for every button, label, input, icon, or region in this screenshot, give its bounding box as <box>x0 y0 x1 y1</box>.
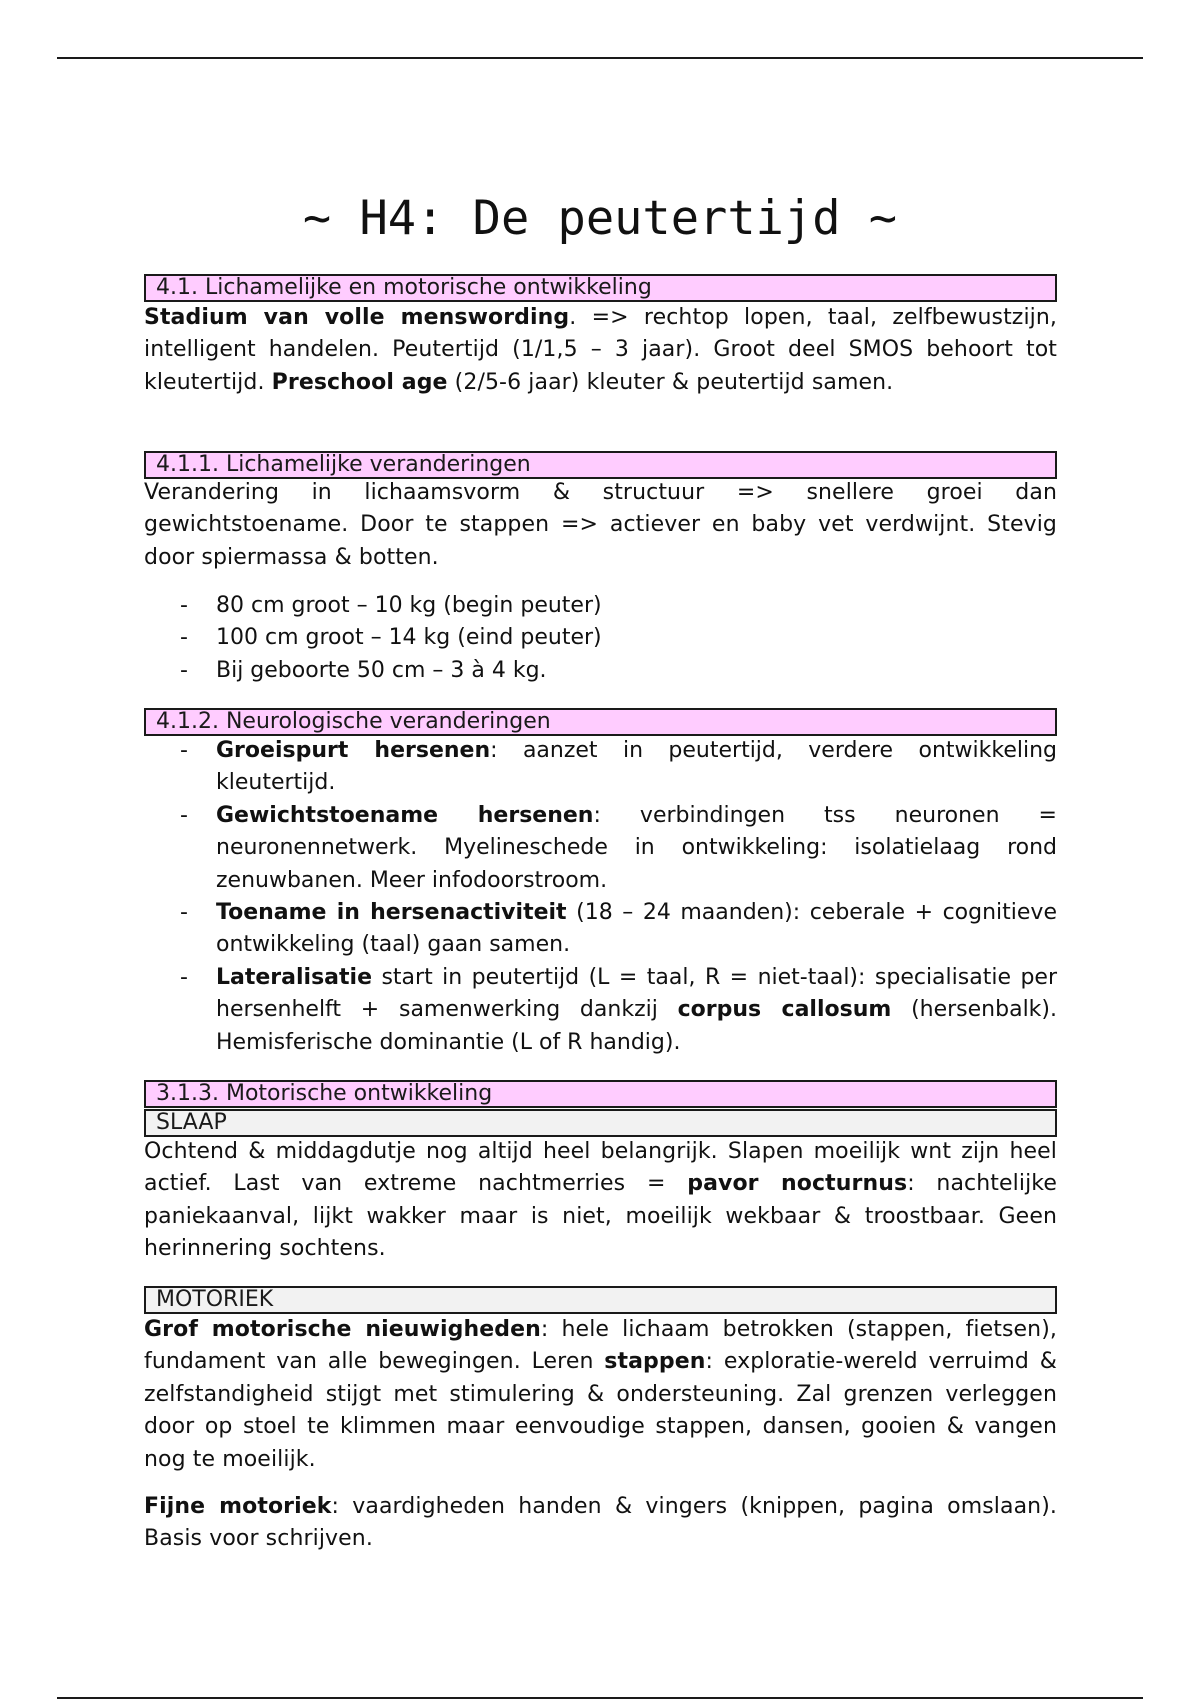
list-item-text: : verbindingen tss neuronen = neuronennetwerk. Myelineschede in ontwikkeling: isolatielaag rond zenuwbanen. Meer infodoorstroom. <box>216 802 1057 893</box>
subheader-slaap: SLAAP <box>144 1109 1057 1137</box>
term-stappen: stappen <box>604 1349 706 1375</box>
section-header-4-1-1: 4.1.1. Lichamelijke veranderingen <box>144 451 1057 479</box>
list-neuro <box>144 735 1057 1059</box>
list-item-text: start in peutertijd (L = taal, R = niet-taal): specialisatie per hersenhelft + samenwerking dankzij <box>216 964 1057 1023</box>
subheader-motoriek: MOTORIEK <box>144 1286 1057 1314</box>
term-fijne-motoriek: Fijne motoriek <box>144 1494 332 1519</box>
term: Gewichtstoename hersenen <box>216 802 594 828</box>
paragraph-body-changes: Verandering in lichaamsvorm & structuur => snellere groei dan gewichtstoename. Door te stappen => actiever en baby vet verdwijnt. Stevig door spiermassa & botten. <box>144 480 1057 570</box>
paragraph-text: : vaardigheden handen & vingers (knippen, pagina omslaan). Basis voor schrijven. <box>144 1494 1057 1552</box>
list-item-text: (hersenbalk). Hemisferische dominantie (L of R handig). <box>216 997 1057 1055</box>
list-item-text: : aanzet in peutertijd, verdere ontwikkeling kleutertijd. <box>216 738 1057 796</box>
paragraph-text: . => rechtop lopen, taal, zelfbewustzijn, intelligent handelen. Peutertijd (1/1,5 – 3 jaar). Groot deel SMOS behoort tot kleutertijd. <box>144 305 1057 395</box>
list-item <box>144 735 1057 800</box>
paragraph-text: Ochtend & middagdutje nog altijd heel belangrijk. Slapen moeilijk wnt zijn heel actief. Last van extreme nachtmerries = <box>144 1139 1057 1197</box>
list-item-text: (18 – 24 maanden): ceberale + cognitieve ontwikkeling (taal) gaan samen. <box>216 900 1057 958</box>
bottom-rule <box>57 1697 1143 1699</box>
top-rule <box>57 57 1143 59</box>
paragraph-fijne-motoriek <box>144 1491 1057 1556</box>
paragraph-slaap <box>144 1136 1057 1266</box>
list-item: - Bij geboorte 50 cm – 3 à 4 kg. <box>144 655 1057 687</box>
section-header-4-1-2: 4.1.2. Neurologische veranderingen <box>144 708 1057 736</box>
term: Toename in hersenactiviteit <box>216 900 567 926</box>
term: corpus callosum <box>677 997 892 1023</box>
list-item <box>144 897 1057 962</box>
page-title: ~ H4: De peutertijd ~ <box>302 191 898 246</box>
paragraph-intro <box>144 302 1057 399</box>
paragraph-text: : exploratie-wereld verruimd & zelfstandigheid stijgt met stimulering & ondersteuning. Zal grenzen verleggen door op stoel te klimmen maar eenvoudige stappen, dansen, gooien & vangen nog te moeilijk. <box>144 1349 1057 1472</box>
term-pavor-nocturnus: pavor nocturnus <box>687 1171 908 1197</box>
list-item <box>144 800 1057 897</box>
term-stadium: Stadium van volle menswording <box>144 305 570 330</box>
list-item <box>144 962 1057 1059</box>
section-header-3-1-3: 3.1.3. Motorische ontwikkeling <box>144 1080 1057 1108</box>
list-item: - 80 cm groot – 10 kg (begin peuter) <box>144 590 1057 622</box>
list-item: - 100 cm groot – 14 kg (eind peuter) <box>144 622 1057 654</box>
paragraph-text: (2/5-6 jaar) kleuter & peutertijd samen. <box>447 369 894 395</box>
paragraph-grof-motoriek <box>144 1314 1057 1476</box>
paragraph-text: : nachtelijke paniekaanval, lijkt wakker maar is niet, moeilijk wekbaar & troostbaar. Geen herinnering sochtens. <box>144 1171 1057 1262</box>
term-grof-motorisch: Grof motorische nieuwigheden <box>144 1317 541 1342</box>
term-preschool-age: Preschool age <box>271 369 448 395</box>
section-header-4-1: 4.1. Lichamelijke en motorische ontwikkeling <box>144 274 1057 302</box>
term: Groeispurt hersenen <box>216 738 491 763</box>
term: Lateralisatie <box>216 964 372 990</box>
paragraph-text: : hele lichaam betrokken (stappen, fietsen), fundament van alle bewegingen. Leren <box>144 1317 1057 1375</box>
list-growth <box>144 590 1057 687</box>
